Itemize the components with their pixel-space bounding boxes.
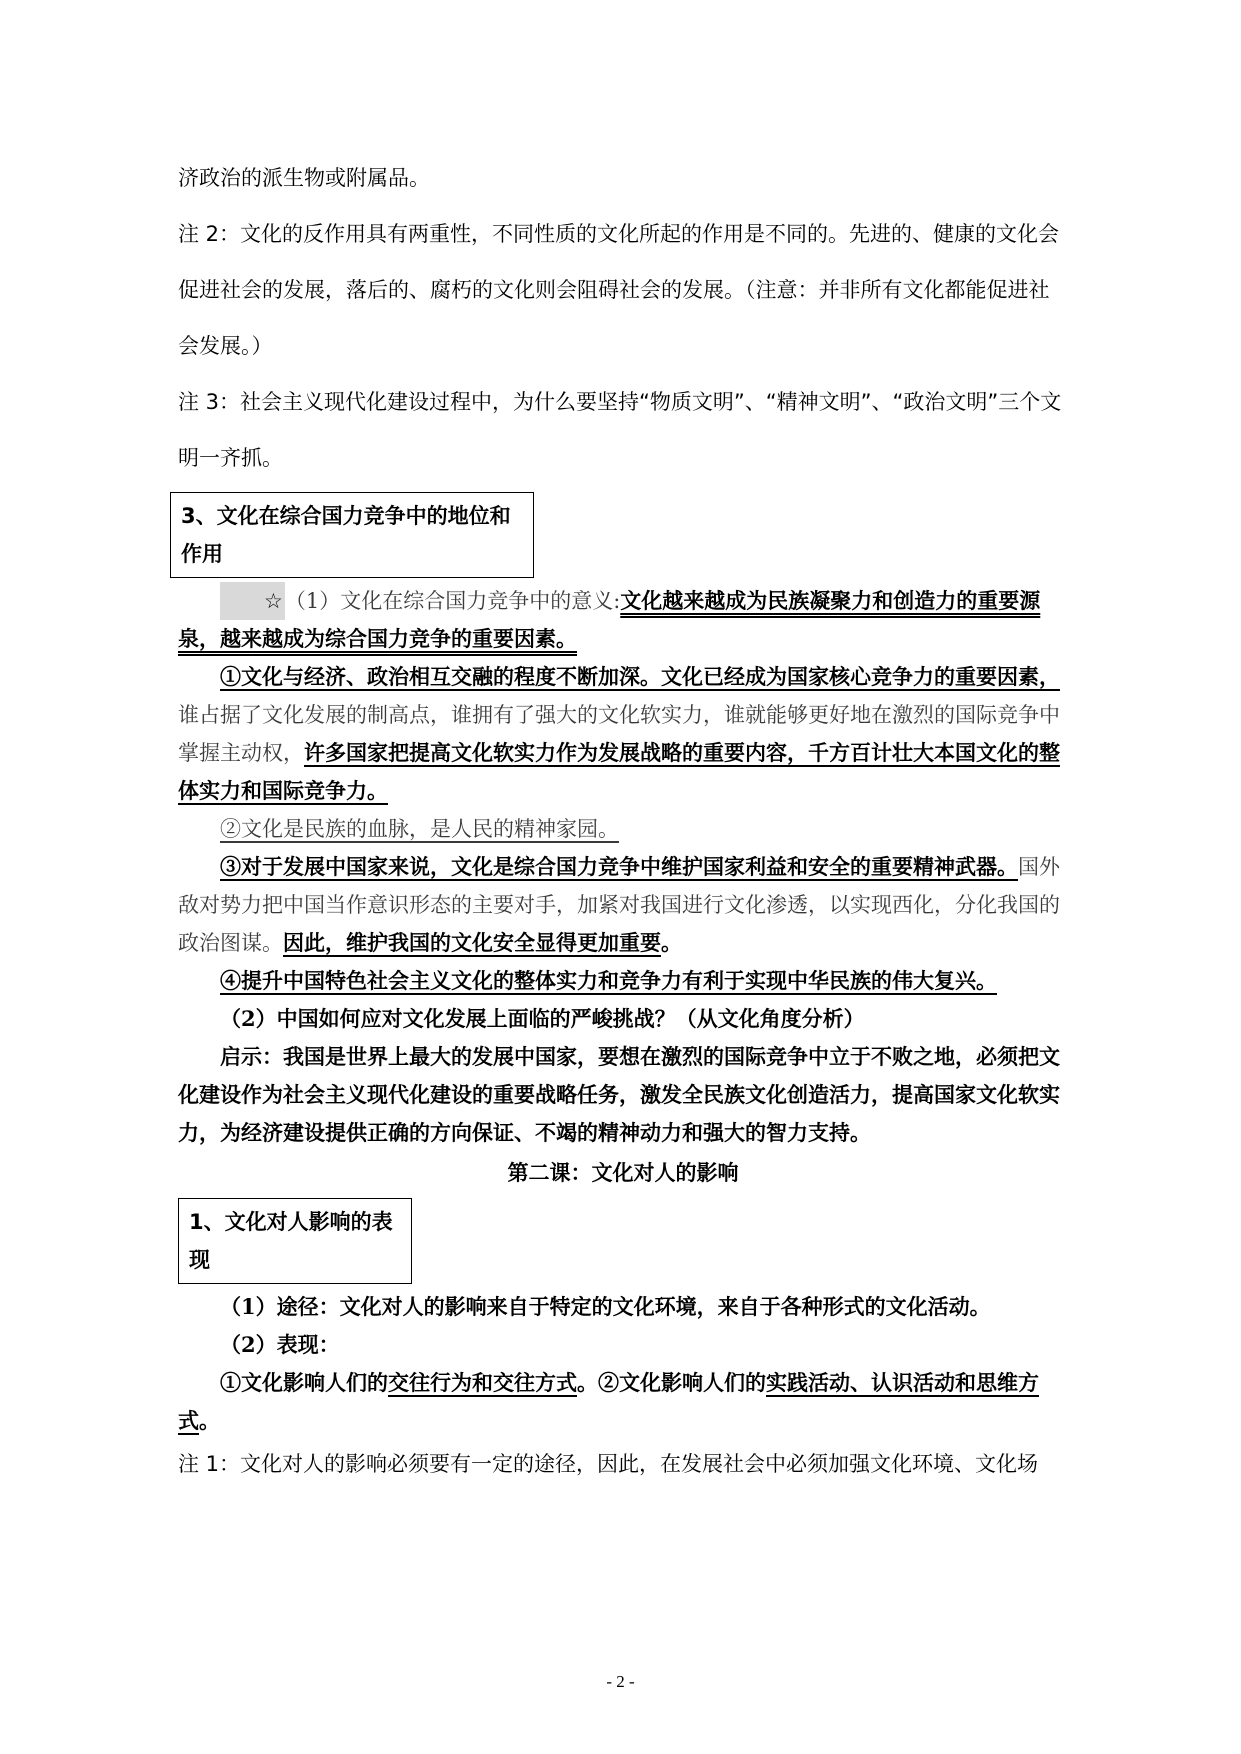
point-1-bold: ①文化与经济、政治相互交融的程度不断加深。文化已经成为国家核心竞争力的重要因素， xyxy=(220,664,1060,689)
paragraph-pathway: （1）途径：文化对人的影响来自于特定的文化环境，来自于各种形式的文化活动。 xyxy=(220,1294,991,1319)
influence-a: ①文化影响人们的 xyxy=(220,1370,388,1395)
point-2-text: ②文化是民族的血脉，是人民的精神家园。 xyxy=(220,817,619,841)
point-4-text: ④提升中国特色社会主义文化的整体实力和竞争力有利于实现中华民族的伟大复兴。 xyxy=(220,968,997,993)
star-icon: ☆ xyxy=(220,582,285,620)
note-1: 注 1：文化对人的影响必须要有一定的途径，因此，在发展社会中必须加强文化环境、文化场 xyxy=(178,1452,1039,1476)
point-3-bold: ③对于发展中国家来说，文化是综合国力竞争中维护国家利益和安全的重要精神武器。 xyxy=(220,854,1018,879)
paragraph-point-4 xyxy=(178,962,1068,1000)
page-number: - 2 - xyxy=(606,1672,635,1691)
influence-c: 。②文化影响人们的 xyxy=(577,1370,766,1395)
influence-e: 。 xyxy=(199,1408,220,1433)
note-3: 注 3：社会主义现代化建设过程中，为什么要坚持“物质文明”、“精神文明”、“政治文明”三个文明一齐抓。 xyxy=(178,390,1062,470)
paragraph-point-2 xyxy=(178,810,1068,848)
influence-b: 交往行为和交往方式 xyxy=(388,1370,577,1395)
paragraph-influences xyxy=(178,1364,1068,1440)
point-3-normal: 国外敌对势力把中国当作意识形态的主要对手，加紧对我国进行文化渗透，以实现西化，分化我国的政治图谋。 xyxy=(178,855,1060,955)
page-content xyxy=(178,150,1068,1488)
paragraph-significance xyxy=(178,582,1068,658)
paragraph-question: （2）中国如何应对文化发展上面临的严峻挑战？（从文化角度分析） xyxy=(220,1006,865,1031)
note-2: 注 2：文化的反作用具有两重性，不同性质的文化所起的作用是不同的。先进的、健康的文化会促进社会的发展，落后的、腐朽的文化则会阻碍社会的发展。（注意：并非所有文化都能促进社会发展。） xyxy=(178,222,1060,358)
significance-bold: 文化越来越成为民族凝聚力和创造力的重要源泉，越来越成为综合国力竞争的重要因素。 xyxy=(178,588,1041,651)
point-1-normal: 谁占据了文化发展的制高点，谁拥有了强大的文化软实力，谁就能够更好地在激烈的国际竞争中掌握主动权， xyxy=(178,703,1060,765)
paragraph-point-3 xyxy=(178,848,1068,962)
paragraph-point-1 xyxy=(178,658,1068,810)
point-3-end: 。 xyxy=(661,930,682,955)
influence-d: 实践活动、认识活动和思维方式 xyxy=(178,1370,1039,1433)
point-1-bold-2: 许多国家把提高文化软实力作为发展战略的重要内容，千方百计壮大本国文化的整体实力和国际竞争力。 xyxy=(178,740,1060,803)
lesson-title: 第二课：文化对人的影响 xyxy=(507,1160,739,1185)
text-line: 济政治的派生物或附属品。 xyxy=(178,166,430,190)
paragraph-manifestation: （2）表现： xyxy=(220,1332,340,1357)
lesson-box-title: 1、文化对人影响的表现 xyxy=(178,1198,412,1284)
point-3-bold-2: 因此，维护我国的文化安全显得更加重要 xyxy=(283,930,661,955)
section-box-title: 3、文化在综合国力竞争中的地位和作用 xyxy=(170,492,534,578)
paragraph-inspiration: 启示：我国是世界上最大的发展中国家，要想在激烈的国际竞争中立于不败之地，必须把文化建设作为社会主义现代化建设的重要战略任务，激发全民族文化创造活力，提高国家文化软实力，为经济建设提供正确的方向保证、不竭的精神动力和强大的智力支持。 xyxy=(178,1044,1060,1145)
significance-prefix: （1）文化在综合国力竞争中的意义: xyxy=(284,589,621,613)
